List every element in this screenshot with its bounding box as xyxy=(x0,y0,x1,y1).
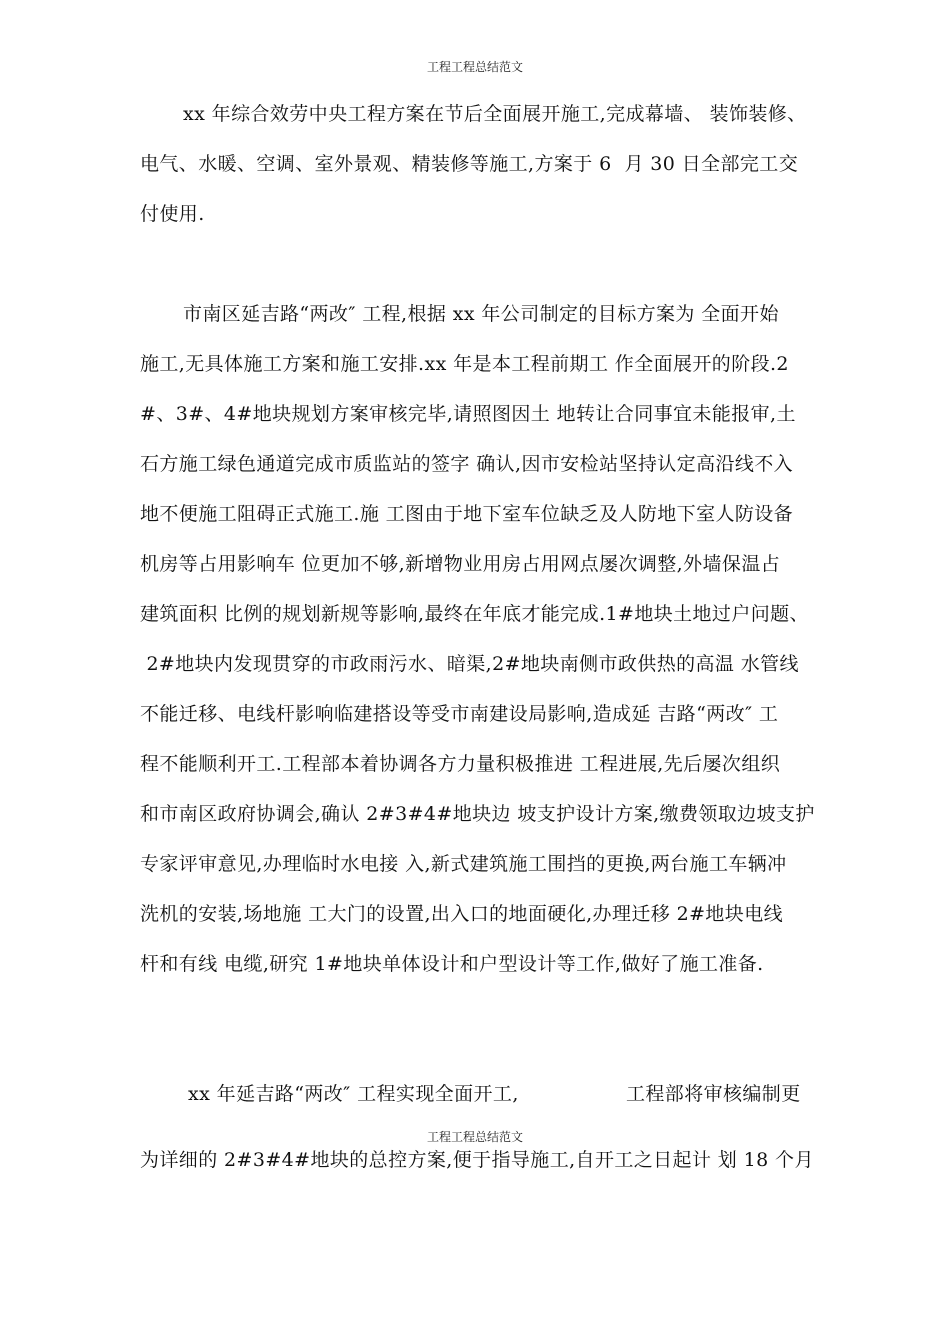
paragraph-2-line-11: 和市南区政府协调会,确认 2#3#4#地块边 坡支护设计方案,缴费领取边坡支护 xyxy=(140,803,815,825)
paragraph-1-line-2: 电气、水暖、空调、室外景观、精装修等施工,方案于 6 月 30 日全部完工交 xyxy=(140,153,799,175)
paragraph-1-line-3: 付使用. xyxy=(140,203,205,225)
paragraph-2-line-6: 机房等占用影响车 位更加不够,新增物业用房占用网点屡次调整,外墙保温占 xyxy=(140,553,781,575)
paragraph-3-line-2: 为详细的 2#3#4#地块的总控方案,便于指导施工,自开工之日起计 划 18 个月 xyxy=(140,1149,814,1171)
paragraph-3-line-1-left: xx 年延吉路“两改″ 工程实现全面开工, xyxy=(188,1083,519,1105)
page-header-top: 工程工程总结范文 xyxy=(426,60,523,74)
paragraph-2-line-8: 2#地块内发现贯穿的市政雨污水、暗渠,2#地块南侧市政供热的高温 水管线 xyxy=(140,653,799,675)
paragraph-2-line-4: 石方施工绿色通道完成市质监站的签字 确认,因市安检站坚持认定高沿线不入 xyxy=(140,453,794,475)
paragraph-2-line-13: 洗机的安装,场地施 工大门的设置,出入口的地面硬化,办理迁移 2#地块电线 xyxy=(140,903,784,925)
paragraph-2-line-9: 不能迁移、电线杆影响临建搭设等受市南建设局影响,造成延 吉路“两改″ 工 xyxy=(140,703,779,725)
paragraph-2-line-12: 专家评审意见,办理临时水电接 入,新式建筑施工围挡的更换,两台施工车辆冲 xyxy=(140,853,787,875)
paragraph-2-line-2: 施工,无具体施工方案和施工安排.xx 年是本工程前期工 作全面展开的阶段.2 xyxy=(140,353,789,375)
paragraph-2-line-7: 建筑面积 比例的规划新规等影响,最终在年底才能完成.1#地块土地过户问题、 xyxy=(140,603,809,625)
paragraph-2-line-3: #、3#、4#地块规划方案审核完毕,请照图因土 地转让合同事宜未能报审,土 xyxy=(140,403,796,425)
paragraph-3-line-1-right: 工程部将审核编制更 xyxy=(626,1083,801,1105)
paragraph-2-line-10: 程不能顺利开工.工程部本着协调各方力量积极推进 工程进展,先后屡次组织 xyxy=(140,753,781,775)
page-header-mid: 工程工程总结范文 xyxy=(426,1130,523,1144)
paragraph-2-line-14: 杆和有线 电缆,研究 1#地块单体设计和户型设计等工作,做好了施工准备. xyxy=(140,953,764,975)
paragraph-1-line-1: xx 年综合效劳中央工程方案在节后全面展开施工,完成幕墙、 装饰装修、 xyxy=(183,103,807,125)
paragraph-2-line-1: 市南区延吉路“两改″ 工程,根据 xx 年公司制定的目标方案为 全面开始 xyxy=(183,303,779,325)
paragraph-2-line-5: 地不便施工阻碍正式施工.施 工图由于地下室车位缺乏及人防地下室人防设备 xyxy=(140,503,794,525)
